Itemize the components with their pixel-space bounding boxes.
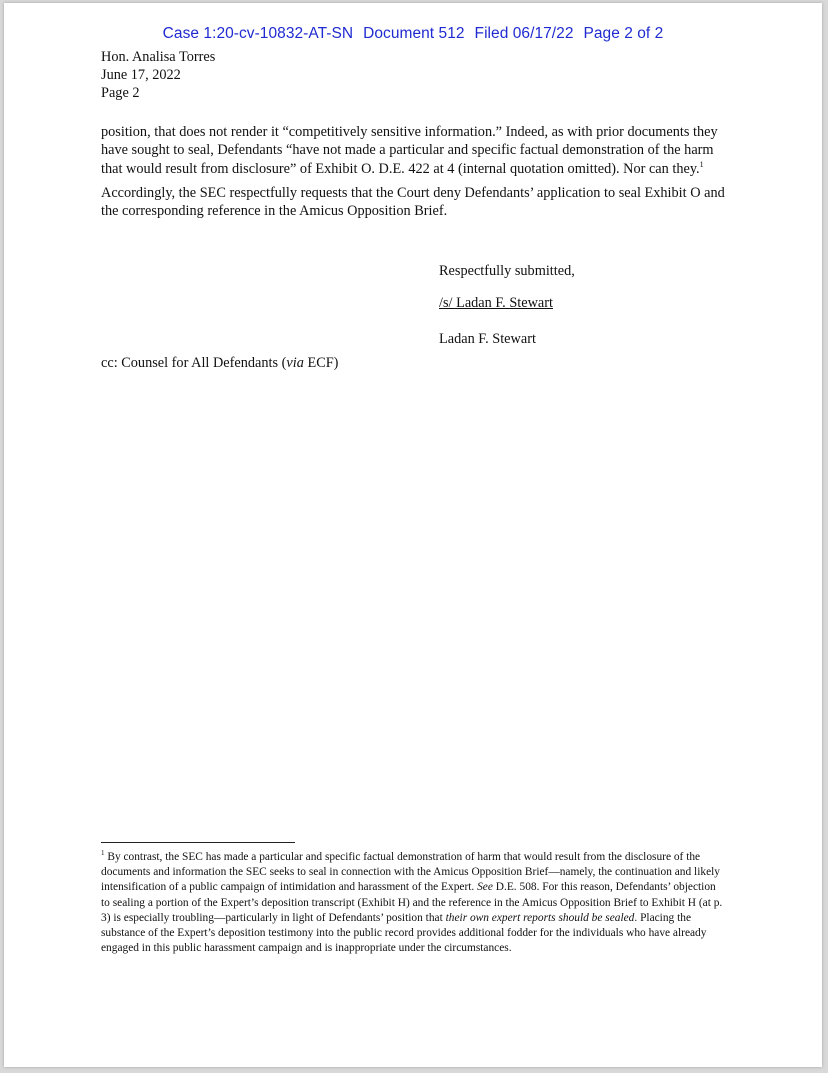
- cc-suffix: ECF): [303, 355, 339, 371]
- body-paragraph-2: Accordingly, the SEC respectfully requests that the Court deny Defendants’ application to seal Exhibit O and the corresponding reference in the Amicus Opposition Brief.: [101, 184, 725, 220]
- footnote-1: [101, 850, 726, 956]
- signer-name: Ladan F. Stewart: [439, 331, 536, 347]
- signature-block: [439, 262, 575, 348]
- cc-prefix: cc: Counsel for All Defendants (: [101, 355, 287, 371]
- footnote-text-2: D.E. 508. For this reason, Defendants’ objection to sealing a portion of the Expert’s deposition transcript (Exhibit H) and the reference in the Amicus Opposition Brief to Exhibit H (at p. 3) is especially troubling—particularly in light of Defendants’ position that: [101, 881, 723, 924]
- footnote-italic-phrase: their own expert reports should be sealed: [445, 911, 635, 924]
- footnote-see: See: [477, 881, 493, 894]
- body-paragraph-1: [101, 123, 737, 178]
- body-paragraph-1-text: position, that does not render it “competitively sensitive information.” Indeed, as with prior documents they have sought to seal, Defendants “have not made a particular and specific factual demonstration of the harm that would result from disclosure” of Exhibit O. D.E. 422 at 4 (internal quotation omitted). Nor can they.: [101, 124, 718, 177]
- document-number: Document 512: [363, 25, 465, 42]
- cc-via: via: [286, 355, 304, 371]
- footnote-separator: [101, 842, 295, 843]
- ecf-header-stamp: [4, 25, 822, 43]
- footnote-reference: 1: [699, 159, 704, 169]
- letter-page-number: Page 2: [101, 85, 140, 101]
- letter-body: [101, 123, 737, 226]
- closing-text: Respectfully submitted,: [439, 263, 575, 279]
- footnote-text-1: By contrast, the SEC has made a particular and specific factual demonstration of harm that would result from the disclosure of the documents and information the SEC seeks to seal in connection with the Amicus Opposition Brief—namely, the continuation and likely intensification of a public campaign of intimidation and harassment of the Expert.: [101, 851, 720, 894]
- addressee-name: Hon. Analisa Torres: [101, 49, 216, 65]
- filed-date: Filed 06/17/22: [474, 25, 574, 42]
- letter-date: June 17, 2022: [101, 67, 181, 83]
- electronic-signature: /s/ Ladan F. Stewart: [439, 295, 554, 311]
- footnote-marker: 1: [101, 849, 105, 858]
- cc-line: [101, 354, 338, 372]
- document-page: [4, 3, 822, 1067]
- footnote-text-3: . Placing the substance of the Expert’s deposition testimony into the public record provides additional fodder for the individuals who have already engaged in this public harassment campaign and is inappropriate under the circumstances.: [101, 911, 707, 955]
- page-indicator: Page 2 of 2: [583, 25, 664, 42]
- addressee-block: [101, 48, 215, 102]
- case-number: Case 1:20-cv-10832-AT-SN: [162, 25, 354, 42]
